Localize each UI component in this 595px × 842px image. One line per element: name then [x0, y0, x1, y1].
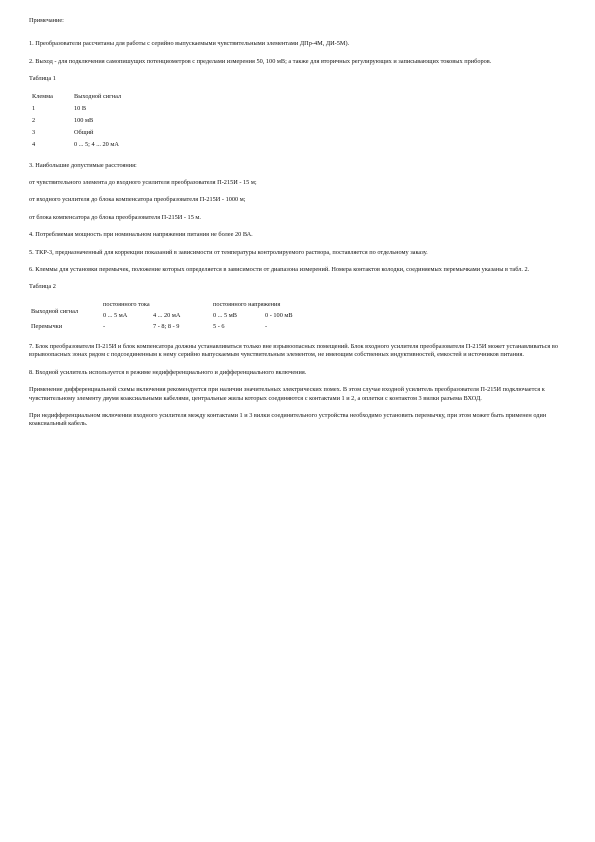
- table-row: [32, 141, 121, 153]
- table-cell: -: [265, 322, 268, 330]
- table2: [31, 301, 325, 334]
- note-6: 6. Клеммы для установки перемычек, положение которых определяется в зависимости от диапазона измерений. Номера контактов колодки, соединяемых перемычками указаны в табл. 2.: [29, 266, 530, 274]
- table2-subheader: 0 - 100 мВ: [265, 311, 293, 319]
- table2-row-label: Перемычки: [31, 322, 63, 330]
- note-4: 4. Потребляемая мощность при номинальном напряжении питания не более 20 ВА.: [29, 231, 253, 239]
- table-cell: 1: [32, 104, 36, 112]
- table-row: [31, 323, 325, 334]
- table-cell: -: [103, 322, 106, 330]
- note-1: 1. Преобразователи рассчитаны для работы с серийно выпускаемыми чувствительными элементами ДПр-4М, ДИ-5М).: [29, 40, 350, 48]
- table2-subheader: 0 ... 5 мА: [103, 311, 128, 319]
- table-cell: 0 ... 5; 4 ... 20 мА: [74, 140, 119, 148]
- table-cell: 100 мВ: [74, 116, 94, 124]
- table-row: [32, 93, 121, 105]
- table-cell: Общий: [74, 128, 94, 136]
- distance-item: от чувствительного элемента до входного усилителя преобразователя П-215И - 15 м;: [29, 179, 257, 187]
- table1-header-output: Выходной сигнал: [74, 92, 122, 100]
- table2-group-current: постоянного тока: [103, 300, 150, 308]
- note-5: 5. ТКР-3, предназначенный для коррекции показаний в зависимости от температуры контролируемого раствора, поставляется по отдельному заказу.: [29, 248, 428, 256]
- table-cell: 4: [32, 140, 36, 148]
- table-row: [32, 129, 121, 141]
- table2-subheader: 4 ... 20 мА: [153, 311, 181, 319]
- table2-group-voltage: постоянного напряжения: [213, 300, 281, 308]
- table-cell: 7 - 8; 8 - 9: [153, 322, 180, 330]
- table-cell: 2: [32, 116, 36, 124]
- table-cell: 10 В: [74, 104, 87, 112]
- table-row: [32, 117, 121, 129]
- table2-row-header: Выходной сигнал: [31, 307, 79, 315]
- distances-title: 3. Наибольшие допустимые расстояния:: [29, 161, 137, 169]
- note-8: 8. Входной усилитель используется в режиме недифференциального и дифференциального включения.: [29, 368, 307, 376]
- table-row: [32, 105, 121, 117]
- distance-item: от входного усилителя до блока компенсатора преобразователя П-215И - 1000 м;: [29, 196, 246, 204]
- table-cell: 5 - 6: [213, 322, 225, 330]
- table1: [32, 93, 121, 153]
- distance-item: от блока компенсатора до блока преобразователя П-215И - 15 м.: [29, 213, 201, 221]
- note-7: 7. Блок преобразователя П-215И и блок компенсатора должны устанавливаться только вне взрывоопасных помещений. Блок входного усилителя преобразователя П-215И может устанавливаться во взрывоопасных зонах рядом с подсоединенным к нему серийно выпускаемым чувствительным элементом, не имеющим собственных индуктивностей, емкостей и источников питания.: [29, 342, 558, 359]
- table-cell: 3: [32, 128, 36, 136]
- table2-subheader: 0 ... 5 мВ: [213, 311, 237, 319]
- table1-caption: Таблица 1: [29, 75, 56, 83]
- note-non-differential: При недифференциальном включении входного усилителя между контактами 1 и 3 вилки соединительного устройства необходимо установить перемычку, при этом может быть применен один коаксиальный кабель.: [29, 411, 547, 428]
- document-page: [29, 17, 559, 438]
- notes-heading: Примечание:: [29, 17, 64, 24]
- table-row: [31, 301, 325, 312]
- table2-caption: Таблица 2: [29, 283, 56, 291]
- note-differential: Применение дифференциальной схемы включения рекомендуется при наличии значительных электрических помех. В этом случае входной усилитель преобразователя П-215И подключается к чувствительному элементу двумя коаксиальными кабелями, центральные жилы которых соединяются с контактами 1 и 2, а оплетки с контактом 3 вилки разъема ВХОД.: [29, 386, 545, 402]
- note-2: 2. Выход - для подключения самопишущих потенциометров с пределами измерения 50, 100 мВ; а также для вторичных регулирующих и записывающих токовых приборов.: [29, 57, 492, 65]
- table1-header-terminal: Клемма: [32, 92, 53, 100]
